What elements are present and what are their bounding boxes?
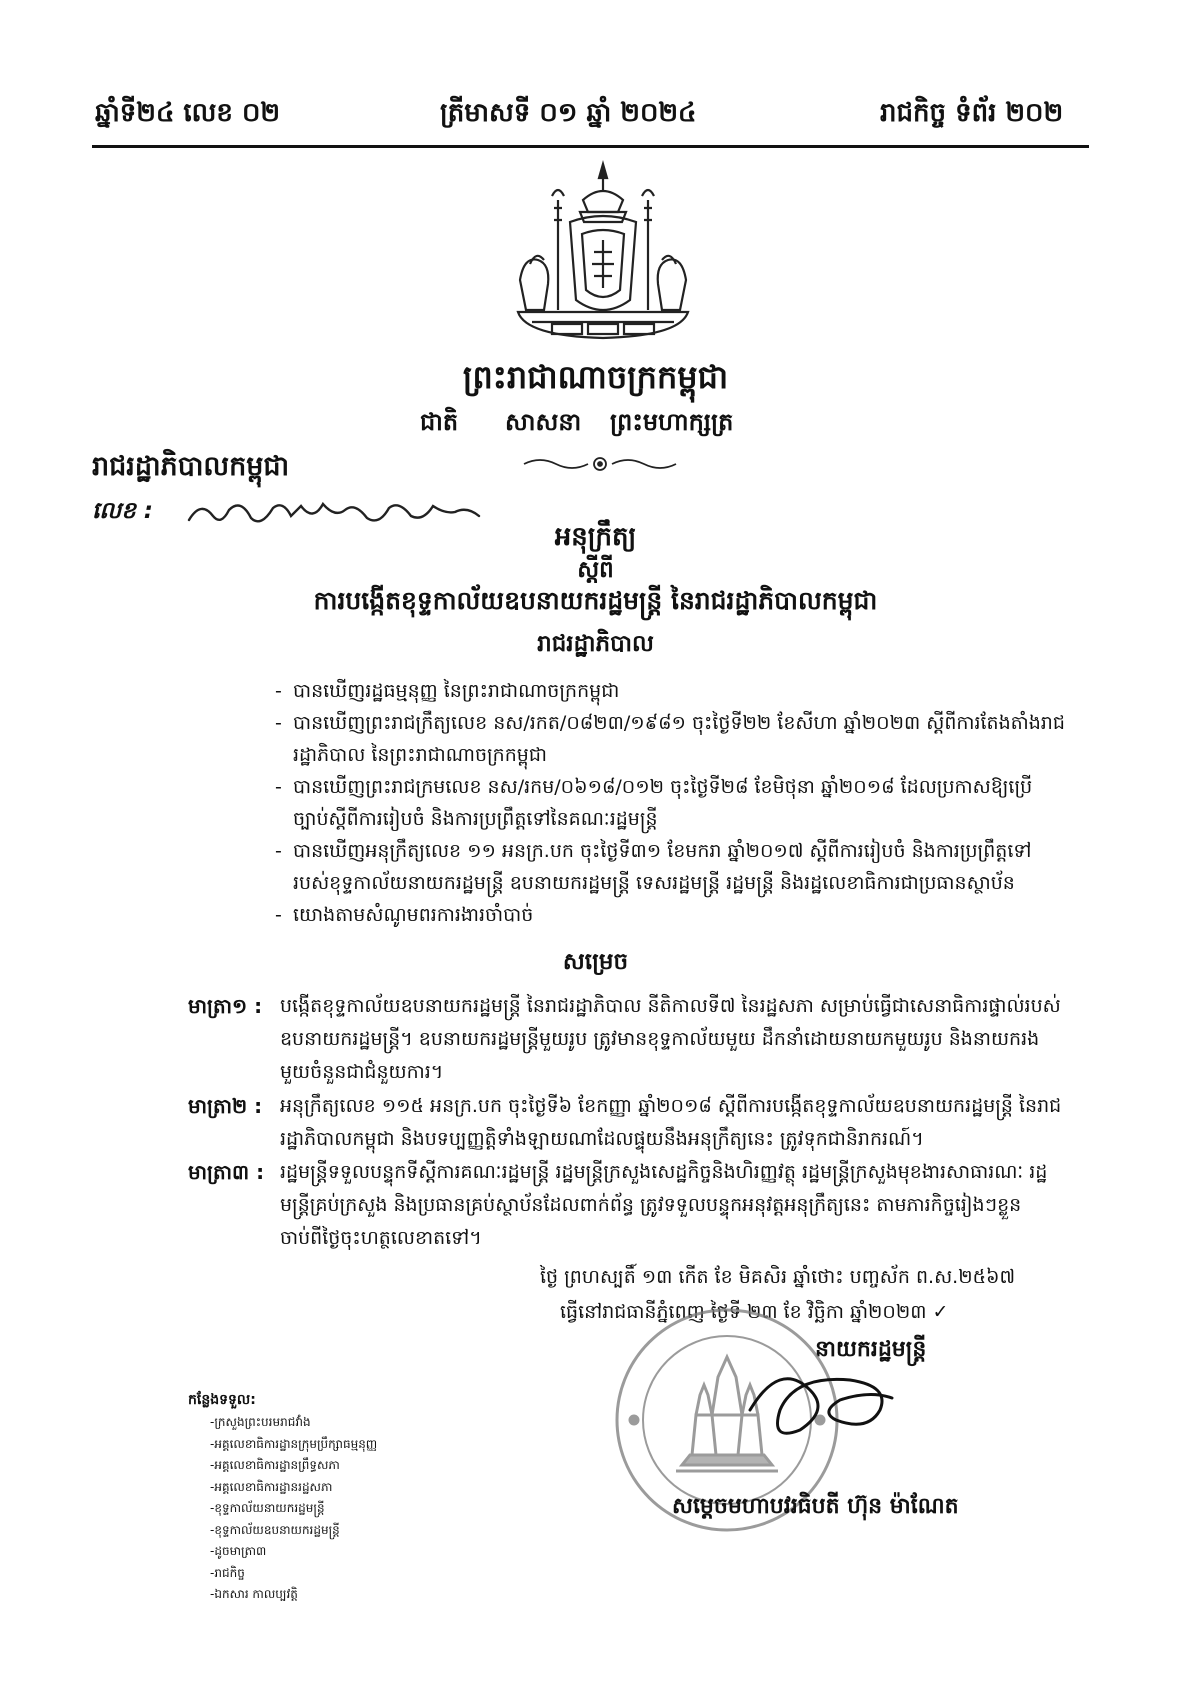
issuing-government: រាជរដ្ឋាភិបាលកម្ពុជា bbox=[92, 451, 290, 482]
recipient-item: - ខុទ្ទកាល័យឧបនាយករដ្ឋមន្ត្រី bbox=[210, 1520, 377, 1542]
article-label: មាត្រា១ : bbox=[188, 994, 263, 1018]
article-text: បង្កើតខុទ្ទកាល័យឧបនាយករដ្ឋមន្ត្រី នៃរាជរដ្ឋាភិបាល នីតិកាលទី៧ នៃរដ្ឋសភា សម្រាប់ធ្វើជាសេនាធិការផ្ទាល់របស់ឧបនាយករដ្ឋមន្ត្រី។ ឧបនាយករដ្ឋមន្ត្រីមួយរូប ត្រូវមានខុទ្ទកាល័យមួយ ដឹកនាំដោយនាយកមួយរូប និងនាយករងមួយចំនួនជាជំនួយការ។ bbox=[280, 995, 1061, 1083]
recipient-item: - អគ្គលេខាធិការដ្ឋានរដ្ឋសភា bbox=[210, 1477, 377, 1499]
recipient-item: - ខុទ្ទកាល័យនាយករដ្ឋមន្ត្រី bbox=[210, 1498, 377, 1520]
issuing-body: រាជរដ្ឋាភិបាល bbox=[537, 631, 654, 657]
decree-number-label: លេខ : bbox=[92, 498, 154, 524]
article-1 bbox=[188, 990, 1068, 1089]
signature-place-date: ធ្វើនៅរាជធានីភ្នំពេញ ថ្ងៃទី ២៣ ខែ វិច្ឆិកា ឆ្នាំ២០២៣ ✓ bbox=[560, 1301, 949, 1323]
article-text: អនុក្រឹត្យលេខ ១១៥ អនក្រ.បក ចុះថ្ងៃទី៦ ខែកញ្ញា ឆ្នាំ២០១៨ ស្តីពីការបង្កើតខុទ្ទកាល័យឧបនាយករដ្ឋមន្ត្រី នៃរាជរដ្ឋាភិបាលកម្ពុជា និងបទប្បញ្ញត្តិទាំងឡាយណាដែលផ្ទុយនឹងអនុក្រឹត្យនេះ ត្រូវទុកជានិរាករណ៍។ bbox=[280, 1095, 1062, 1150]
recipient-item: - រាជកិច្ច bbox=[210, 1563, 377, 1585]
article-3 bbox=[188, 1156, 1068, 1255]
header-quarter: ត្រីមាសទី ០១ ឆ្នាំ ២០២៤ bbox=[440, 98, 697, 128]
article-2 bbox=[188, 1090, 1068, 1156]
recipient-item: - ក្រសួងព្រះបរមរាជវាំង bbox=[210, 1412, 377, 1434]
signatory-name: សម្តេចមហាបវរធិបតី ហ៊ុន ម៉ាណែត bbox=[672, 1494, 959, 1519]
article-text: រដ្ឋមន្ត្រីទទួលបន្ទុកទីស្តីការគណៈរដ្ឋមន្ត្រី រដ្ឋមន្ត្រីក្រសួងសេដ្ឋកិច្ចនិងហិរញ្ញវត្ថុ រដ្ឋមន្ត្រីក្រសួងមុខងារសាធារណៈ រដ្ឋមន្ត្រីគ្រប់ក្រសួង និងប្រធានគ្រប់ស្ថាប័នដែលពាក់ព័ន្ធ ត្រូវទទួលបន្ទុកអនុវត្តអនុក្រឹត្យនេះ តាមភារកិច្ចរៀងៗខ្លួន ចាប់ពីថ្ងៃចុះហត្ថលេខាតទៅ។ bbox=[280, 1161, 1048, 1249]
recipients-list bbox=[210, 1412, 377, 1606]
consideration-item: - បានឃើញព្រះរាជក្រមលេខ នស/រកម/០៦១៨/០១២ ចុះថ្ងៃទី២៨ ខែមិថុនា ឆ្នាំ២០១៨ ដែលប្រកាសឱ្យប្រើច្បាប់ស្តីពីការរៀបចំ និងការប្រព្រឹត្តទៅនៃគណៈរដ្ឋមន្ត្រី bbox=[275, 771, 1065, 835]
royal-emblem-icon bbox=[510, 160, 696, 350]
consideration-item: - បានឃើញព្រះរាជក្រឹត្យលេខ នស/រកត/០៨២៣/១៩៨១ ចុះថ្ងៃទី២២ ខែសីហា ឆ្នាំ២០២៣ ស្តីពីការតែងតាំងរាជរដ្ឋាភិបាល នៃព្រះរាជាណាចក្រកម្ពុជា bbox=[275, 707, 1065, 771]
motto-nation: ជាតិ bbox=[420, 408, 459, 436]
recipient-item: - អគ្គលេខាធិការដ្ឋានក្រុមប្រឹក្សាធម្មនុញ្ញ bbox=[210, 1434, 377, 1456]
title-on: ស្តីពី bbox=[577, 557, 614, 583]
consideration-item: - បានឃើញអនុក្រឹត្យលេខ ១១ អនក្រ.បក ចុះថ្ងៃទី៣១ ខែមករា ឆ្នាំ២០១៧ ស្តីពីការរៀបចំ និងការប្រព្រឹត្តទៅរបស់ខុទ្ទកាល័យនាយករដ្ឋមន្ត្រី ឧបនាយករដ្ឋមន្ត្រី ទេសរដ្ឋមន្ត្រី រដ្ឋមន្ត្រី និងរដ្ឋលេខាធិការជាប្រធានស្ថាប័ន bbox=[275, 835, 1065, 899]
consideration-item: - យោងតាមសំណូមពរការងារចាំបាច់ bbox=[275, 899, 1065, 931]
recipient-item: - ឯកសារ កាលប្បវត្តិ bbox=[210, 1584, 377, 1606]
handwritten-signature-icon bbox=[740, 1350, 900, 1445]
motto-king: ព្រះមហាក្សត្រ bbox=[610, 408, 734, 436]
motto-religion: សាសនា bbox=[505, 408, 582, 436]
recipient-item: - ដូចមាត្រា៣ bbox=[210, 1541, 377, 1563]
header-page: រាជកិច្ច ទំព័រ ២០២ bbox=[880, 98, 1064, 128]
article-label: មាត្រា៣ : bbox=[188, 1160, 265, 1184]
ornament-divider-icon bbox=[520, 452, 680, 476]
decision-heading: សម្រេច bbox=[562, 949, 629, 975]
article-label: មាត្រា២ : bbox=[188, 1094, 263, 1118]
header-rule bbox=[92, 145, 1089, 148]
considerations-list bbox=[275, 675, 1065, 931]
signature-lunar-date: ថ្ងៃ ព្រហស្បតិ៍ ១៣ កើត ខែ មិគសិរ ឆ្នាំថោះ បញ្ចស័ក ព.ស.២៥៦៧ bbox=[540, 1266, 1016, 1288]
recipients-title: កន្លែងទទួល: bbox=[188, 1392, 256, 1408]
document-type: អនុក្រឹត្យ bbox=[554, 522, 637, 552]
document-subject: ការបង្កើតខុទ្ទកាល័យឧបនាយករដ្ឋមន្ត្រី នៃរាជរដ្ឋាភិបាលកម្ពុជា bbox=[313, 586, 878, 615]
signatory-title: នាយករដ្ឋមន្ត្រី bbox=[815, 1337, 927, 1362]
recipient-item: - អគ្គលេខាធិការដ្ឋានព្រឹទ្ធសភា bbox=[210, 1455, 377, 1477]
kingdom-name: ព្រះរាជាណាចក្រកម្ពុជា bbox=[462, 358, 729, 396]
header-issue: ឆ្នាំទី២៤ លេខ ០២ bbox=[95, 98, 281, 128]
consideration-item: - បានឃើញរដ្ឋធម្មនុញ្ញ នៃព្រះរាជាណាចក្រកម្ពុជា bbox=[275, 675, 1065, 707]
